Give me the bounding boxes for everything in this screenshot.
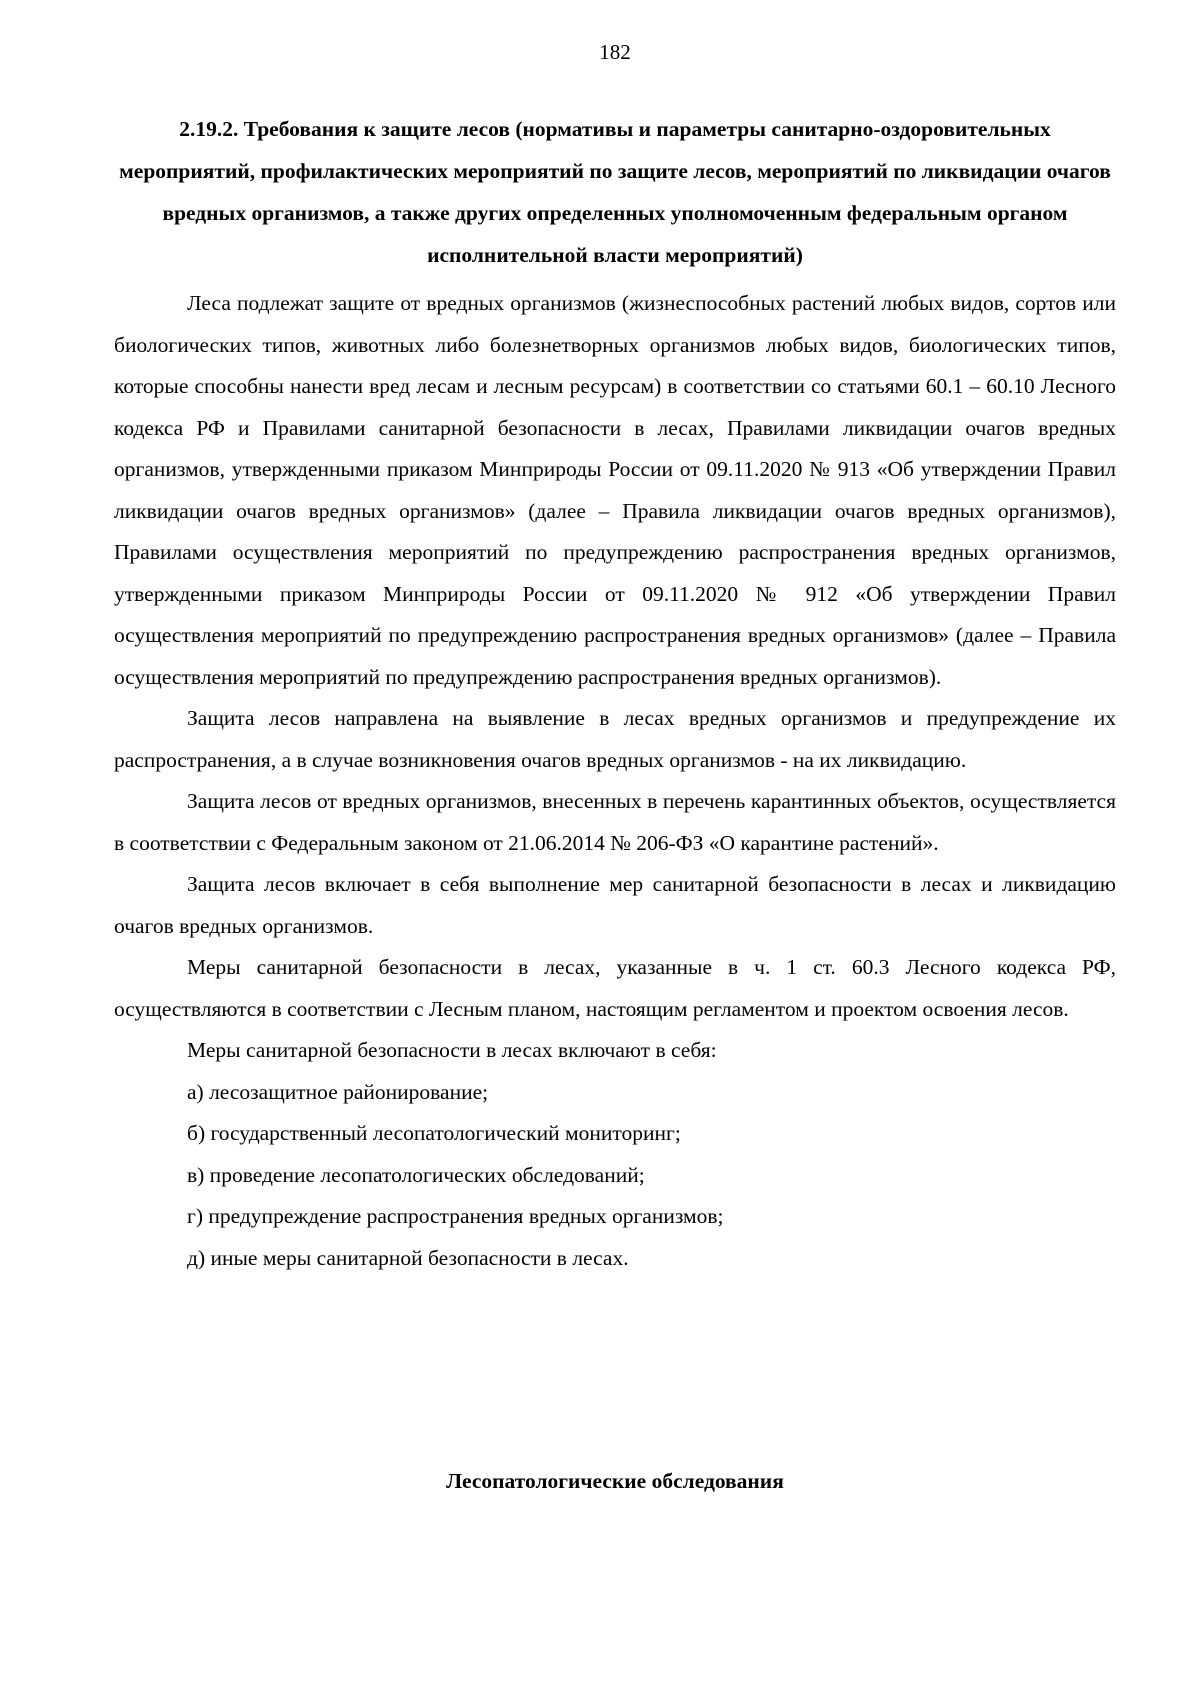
sanitary-measures-list [114, 1072, 1116, 1280]
page-number: 182 [599, 40, 631, 64]
subheading: Лесопатологические обследования [446, 1469, 784, 1493]
paragraph-forest-protection-basis: Леса подлежат защите от вредных организмов (жизнеспособных растений любых видов, сортов или биологических типов, животных либо болезнетворных организмов любых видов, биологических типов, которые способны нанести вред лесам и лесным ресурсам) в соответствии со статьями 60.1 – 60.10 Лесного кодекса РФ и Правилами санитарной безопасности в лесах, Правилами ликвидации очагов вредных организмов, утвержденными приказом Минприроды России от 09.11.2020 № 913 «Об утверждении Правил ликвидации очагов вредных организмов» (далее – Правила ликвидации очагов вредных организмов), Правилами осуществления мероприятий по предупреждению распространения вредных организмов, утвержденными приказом Минприроды России от 09.11.2020 № 912 «Об утверждении Правил осуществления мероприятий по предупреждению распространения вредных организмов» (далее – Правила осуществления мероприятий по предупреждению распространения вредных организмов). [114, 291, 1116, 689]
list-item: б) государственный лесопатологический мониторинг; [187, 1121, 681, 1145]
paragraph-protection-purpose: Защита лесов направлена на выявление в лесах вредных организмов и предупреждение их распространения, а в случае возникновения очагов вредных организмов - на их ликвидацию. [114, 706, 1116, 772]
document-body [114, 283, 1116, 1279]
section-title: 2.19.2. Требования к защите лесов (нормативы и параметры санитарно-оздоровительных мероприятий, профилактических мероприятий по защите лесов, мероприятий по ликвидации очагов вредных организмов, а также других определенных уполномоченным федеральным органом исполнительной власти мероприятий) [119, 117, 1111, 267]
list-item: в) проведение лесопатологических обследований; [187, 1162, 645, 1187]
list-item: г) предупреждение распространения вредных организмов; [187, 1204, 724, 1228]
paragraph-quarantine: Защита лесов от вредных организмов, внесенных в перечень карантинных объектов, осуществляется в соответствии с Федеральным законом от 21.06.2014 № 206-ФЗ «О карантине растений». [114, 789, 1116, 855]
list-item: д) иные меры санитарной безопасности в лесах. [187, 1245, 629, 1270]
document-page [114, 0, 1116, 1697]
paragraph-sanitary-measures-basis: Меры санитарной безопасности в лесах, указанные в ч. 1 ст. 60.3 Лесного кодекса РФ, осуществляются в соответствии с Лесным планом, настоящим регламентом и проектом освоения лесов. [114, 955, 1116, 1021]
paragraph-protection-includes: Защита лесов включает в себя выполнение мер санитарной безопасности в лесах и ликвидацию очагов вредных организмов. [114, 872, 1116, 938]
list-item: а) лесозащитное районирование; [187, 1079, 489, 1104]
paragraph-sanitary-measures-intro: Меры санитарной безопасности в лесах включают в себя: [187, 1038, 717, 1062]
